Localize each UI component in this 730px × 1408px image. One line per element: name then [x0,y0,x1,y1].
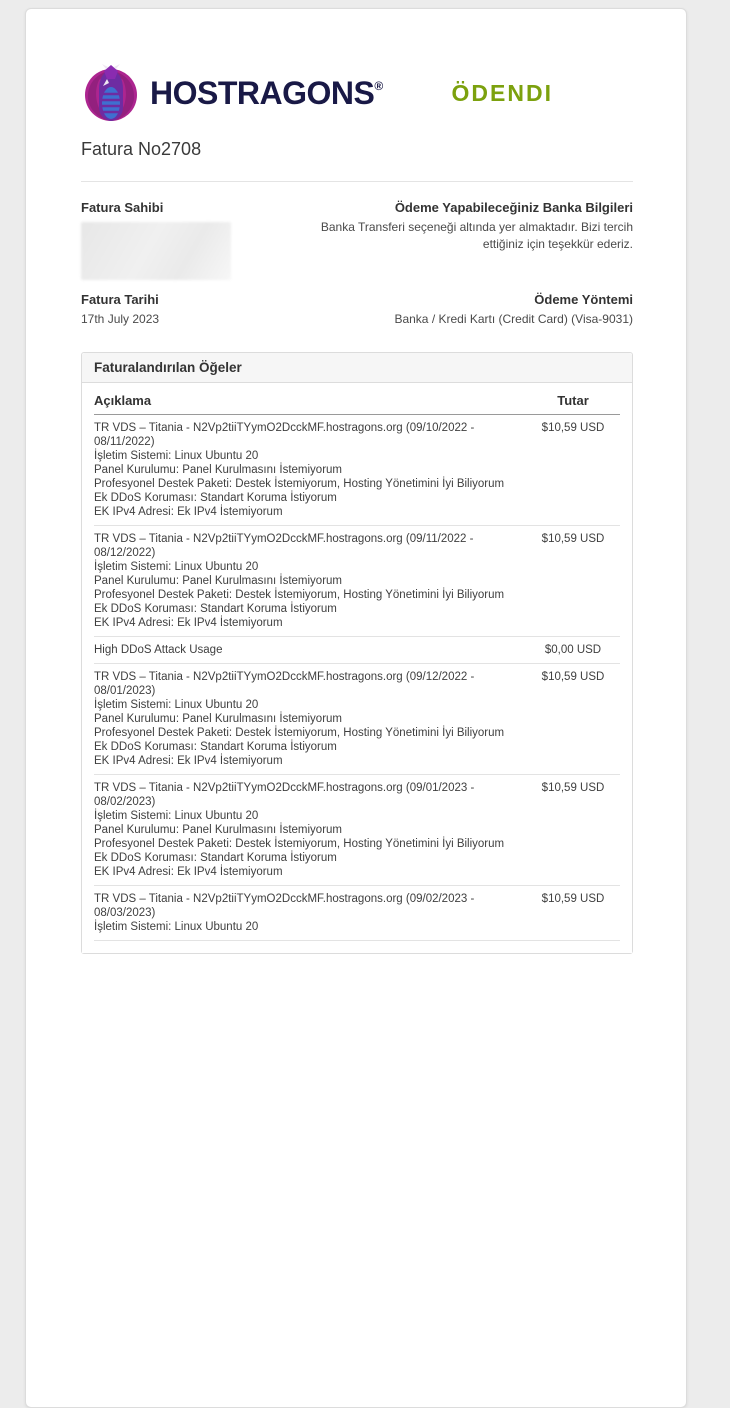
brand-text: HOSTRAGONS [150,74,375,111]
item-detail-line: Profesyonel Destek Paketi: Destek İstemiyorum, Hosting Yönetimini İyi Biliyorum [94,589,505,601]
item-detail-line: EK IPv4 Adresi: Ek IPv4 İstemiyorum [94,866,283,878]
item-detail-line: TR VDS – Titania - N2Vp2tiiTYymO2DcckMF.hostragons.org (09/11/2022 - 08/12/2022) [94,533,474,559]
item-detail-line: EK IPv4 Adresi: Ek IPv4 İstemiyorum [94,506,283,518]
invoice-date-block [81,292,159,328]
item-detail-line: High DDoS Attack Usage [94,644,223,656]
item-detail-line: Ek DDoS Koruması: Standart Koruma İstiyorum [94,492,337,504]
table-row [94,526,620,637]
item-amount: $0,00 USD [544,644,602,656]
table-row [94,775,620,886]
bank-info-block [283,200,633,280]
invoice-date-label: Fatura Tarihi [81,292,159,307]
brand-name [150,75,383,112]
bank-info-title: Ödeme Yapabileceğiniz Banka Bilgileri [394,200,633,215]
payment-method-label: Ödeme Yöntemi [534,292,633,307]
item-amount: $10,59 USD [541,533,605,545]
item-detail-line: Profesyonel Destek Paketi: Destek İstemiyorum, Hosting Yönetimini İyi Biliyorum [94,478,505,490]
billed-items-section [81,352,633,954]
item-amount: $10,59 USD [541,782,605,794]
item-detail-line: TR VDS – Titania - N2Vp2tiiTYymO2DcckMF.hostragons.org (09/02/2023 - 08/03/2023) [94,893,475,919]
invoice-header [81,63,633,123]
dragon-logo-icon [81,63,141,123]
item-detail-line: TR VDS – Titania - N2Vp2tiiTYymO2DcckMF.hostragons.org (09/10/2022 - 08/11/2022) [94,422,475,448]
table-row [94,664,620,775]
payment-method-value: Banka / Kredi Kartı (Credit Card) (Visa-9031) [394,312,633,326]
payment-method-block [253,292,633,328]
owner-bankinfo-row [81,200,633,280]
table-row [94,415,620,526]
item-detail-line: İşletim Sistemi: Linux Ubuntu 20 [94,450,259,462]
item-detail-line: Ek DDoS Koruması: Standart Koruma İstiyorum [94,852,337,864]
item-detail-line: İşletim Sistemi: Linux Ubuntu 20 [94,561,259,573]
item-detail-line: Ek DDoS Koruması: Standart Koruma İstiyorum [94,741,337,753]
item-description [94,532,526,630]
item-description [94,892,526,934]
invoice-date-value: 17th July 2023 [81,312,160,326]
item-detail-line: TR VDS – Titania - N2Vp2tiiTYymO2DcckMF.hostragons.org (09/12/2022 - 08/01/2023) [94,671,475,697]
item-detail-line: Panel Kurulumu: Panel Kurulmasını İstemiyorum [94,713,342,725]
item-amount: $10,59 USD [541,422,605,434]
item-description [94,421,526,519]
owner-label: Fatura Sahibi [81,200,164,215]
table-row [94,886,620,941]
item-detail-line: Profesyonel Destek Paketi: Destek İstemiyorum, Hosting Yönetimini İyi Biliyorum [94,727,505,739]
item-detail-line: Panel Kurulumu: Panel Kurulmasını İstemiyorum [94,464,342,476]
invoice-number-title: Fatura No2708 [81,139,202,159]
item-description [94,670,526,768]
item-detail-line: TR VDS – Titania - N2Vp2tiiTYymO2DcckMF.hostragons.org (09/01/2023 - 08/02/2023) [94,782,475,808]
item-detail-line: EK IPv4 Adresi: Ek IPv4 İstemiyorum [94,617,283,629]
item-detail-line: Panel Kurulumu: Panel Kurulmasını İstemiyorum [94,824,342,836]
amount-column-header: Tutar [557,393,589,408]
billed-items-title: Faturalandırılan Öğeler [82,353,632,383]
status-badge: ÖDENDI [451,79,553,106]
bank-info-text: Banka Transferi seçeneği altında yer almaktadır. Bizi tercih ettiğiniz için teşekkür ederiz. [320,220,633,251]
table-header-row [94,385,620,415]
item-description [94,781,526,879]
item-amount: $10,59 USD [541,671,605,683]
item-detail-line: İşletim Sistemi: Linux Ubuntu 20 [94,921,259,933]
table-row [94,637,620,664]
invoice-owner-block [81,200,283,280]
item-detail-line: EK IPv4 Adresi: Ek IPv4 İstemiyorum [94,755,283,767]
item-amount: $10,59 USD [541,893,605,905]
item-detail-line: Ek DDoS Koruması: Standart Koruma İstiyorum [94,603,337,615]
item-detail-line: İşletim Sistemi: Linux Ubuntu 20 [94,699,259,711]
invoice-card [25,8,687,1408]
item-detail-line: Panel Kurulumu: Panel Kurulmasını İstemiyorum [94,575,342,587]
date-payment-row [81,292,633,328]
item-detail-line: İşletim Sistemi: Linux Ubuntu 20 [94,810,259,822]
section-divider [81,181,633,182]
registered-trademark-icon: ® [374,78,383,93]
billed-items-table [82,383,632,953]
item-description [94,643,526,657]
redacted-customer-info [81,222,231,280]
description-column-header: Açıklama [94,393,152,408]
item-detail-line: Profesyonel Destek Paketi: Destek İstemiyorum, Hosting Yönetimini İyi Biliyorum [94,838,505,850]
